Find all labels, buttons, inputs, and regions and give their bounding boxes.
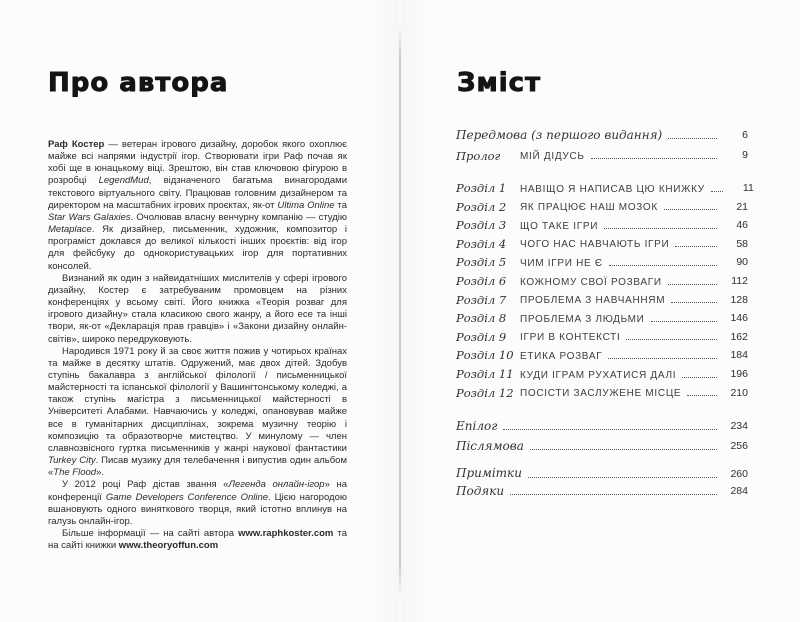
toc-entry-prefix: Розділ 6 [456, 274, 507, 289]
text-run: — ветеран ігрового дизайну, доробок якого охоплює майже всі напрями індустрії ігор. Створювати ігри Раф почав як хобі ще в юнацькому віці. Зрештою, він став ключовою фігурою в розробці [48, 139, 347, 187]
toc-entry [456, 325, 748, 344]
toc-entry-prefix: Розділ 8 [456, 311, 507, 326]
toc-entry-title: НАВІЩО Я НАПИСАВ ЦЮ КНИЖКУ [520, 183, 705, 195]
toc-leader-dots [651, 321, 717, 322]
toc-entry-title: ІГРИ В КОНТЕКСТІ [520, 332, 621, 344]
toc-leader-dots [626, 339, 717, 340]
toc-entry-prefix: Розділ 11 [456, 367, 514, 382]
about-paragraph [48, 273, 347, 346]
toc-leader-dots [528, 477, 717, 478]
text-run: Народився 1971 року й за своє життя пожив у чотирьох країнах та майже в десятку штатів. Одружений, має двох дітей. Здобув ступінь бакалавра з англійської філології / письменницької майстерності та іспанської філології у Вашингтонському коледжі, а також ступінь магістра з письменницької майстерності в Університеті Алабами. Навчаючись у коледжі, опановував майже все в гуманітарних дисциплінах, зокрема музичну теорію і композицію та образотворче мистецтво. У минулому — член славнозвісного гуртка письменників у жанрі наукової фантастики [48, 345, 347, 454]
toc-entry-title: ЧОГО НАС НАВЧАЮТЬ ІГРИ [520, 239, 670, 251]
toc-entry [456, 381, 748, 400]
toc-entry [456, 306, 748, 325]
toc-entry-title: ЧИМ ІГРИ НЕ Є [520, 257, 603, 269]
text-run: LegendMud [98, 175, 149, 187]
toc-entry-prefix: Розділ 12 [456, 385, 514, 400]
text-run: та [334, 199, 347, 211]
toc-entry-page-number: 196 [730, 367, 748, 380]
text-run: Metaplace [48, 224, 92, 236]
text-run: Turkey City [48, 455, 96, 467]
text-run: Game Developers Conference Online [105, 491, 269, 503]
toc-leader-dots [668, 284, 717, 285]
text-run: , відзначеного багатьма винагородами текстового віртуального світу. Працював головним дизайнером та директором на масштабних ігрових проєктах, як-от [48, 175, 348, 211]
text-run: » на конференції [48, 479, 347, 503]
about-paragraph [48, 139, 347, 273]
toc-entry-page-number: 112 [731, 275, 748, 288]
toc-entry [456, 463, 748, 481]
toc-entry [456, 176, 754, 196]
toc-leader-dots [609, 265, 717, 266]
text-run: Раф Костер [48, 139, 105, 150]
toc-entry-page-number: 128 [730, 293, 748, 306]
toc-entry-title: Примітки [456, 466, 522, 481]
toc-entry-prefix: Розділ 7 [456, 292, 507, 307]
page-contents [400, 0, 800, 622]
toc-entry-page-number: 284 [730, 485, 748, 498]
toc-leader-dots [591, 158, 717, 159]
toc-entry-title: Подяки [456, 483, 505, 498]
toc-entry-page-number: 184 [730, 349, 748, 362]
toc-entry-title: КОЖНОМУ СВОЇ РОЗВАГИ [520, 276, 662, 288]
text-run: The Flood [53, 467, 97, 479]
toc-group-notes [456, 463, 748, 498]
toc-entry-page-number: 11 [742, 182, 754, 195]
about-paragraph [48, 528, 347, 552]
toc-leader-dots [530, 449, 717, 450]
toc-leader-dots [510, 494, 717, 495]
toc-entry [456, 232, 748, 251]
text-run: . Писав музику для телебачення і випустив один альбом « [48, 455, 347, 479]
text-run: У 2012 році Раф дістав звання « [62, 479, 229, 491]
about-paragraph [48, 346, 347, 480]
toc-leader-dots [682, 377, 717, 378]
toc-entry-title: ПРОБЛЕМА З НАВЧАННЯМ [520, 295, 666, 307]
toc-entry-prefix: Розділ 9 [456, 329, 507, 344]
about-author-heading: Про автора [48, 68, 229, 98]
toc-entry-title: ПОСІСТИ ЗАСЛУЖЕНЕ МІСЦЕ [520, 388, 682, 400]
text-run: Більше інформації — на сайті автора [62, 528, 239, 539]
toc-entry-page-number: 21 [736, 200, 748, 213]
toc-leader-dots [711, 191, 723, 192]
page-gutter-line [399, 24, 401, 598]
toc-entry-title: ПРОБЛЕМА З ЛЮДЬМИ [520, 313, 645, 325]
toc-entry [456, 413, 748, 433]
toc-leader-dots [671, 302, 717, 303]
toc-entry-title: Післямова [456, 438, 524, 453]
toc-leader-dots [608, 358, 717, 359]
toc-entry-title: МІЙ ДІДУСЬ [520, 151, 585, 162]
toc-entry-page-number: 6 [742, 129, 748, 142]
toc-entry-prefix: Розділ 4 [456, 236, 507, 251]
toc-entry-title: ЩО ТАКЕ ІГРИ [520, 220, 599, 232]
toc-entry-page-number: 162 [730, 330, 748, 343]
toc-entry [456, 343, 748, 362]
toc-leader-dots [675, 246, 717, 247]
toc-entry-page-number: 58 [736, 237, 748, 250]
toc-entry-page-number: 146 [730, 312, 748, 325]
text-run: www.theoryoffun.com [118, 540, 219, 552]
toc-leader-dots [503, 429, 717, 430]
text-run: Легенда онлайн-ігор [228, 479, 325, 491]
toc-entry-prefix: Розділ 1 [456, 181, 507, 196]
toc-leader-dots [604, 228, 717, 229]
text-run: www.raphkoster.com [238, 528, 334, 539]
toc-entry-page-number: 234 [730, 420, 748, 433]
toc-entry-prefix: Пролог [456, 148, 501, 163]
text-run: Визнаний як один з найвидатніших мислителів у сфері ігрового дизайну, Костер є затребуваним промовцем на різних конференціях у всьому світі. Його книжка «Теорія розваг для ігрового дизайну» стала класикою свого жанру, а його есе та інші твори, як-от «Декларація прав гравців» і «Закони дизайну онлайн-світів», широко передруковують. [48, 272, 347, 345]
toc-entry-prefix: Розділ 3 [456, 218, 507, 233]
toc-entry [456, 195, 748, 214]
toc-entry [456, 142, 748, 162]
toc-entry-title: ЕТИКА РОЗВАГ [520, 350, 603, 362]
toc-entry [456, 122, 748, 142]
toc-entry [456, 362, 748, 381]
toc-entry [456, 269, 748, 288]
toc-entry-title: КУДИ ІГРАМ РУХАТИСЯ ДАЛІ [520, 369, 677, 381]
toc-group-chapters [456, 176, 754, 400]
toc-leader-dots [664, 209, 717, 210]
toc-entry-page-number: 90 [736, 256, 748, 269]
toc-entry-page-number: 210 [730, 386, 748, 399]
toc-entry [456, 288, 748, 307]
text-run: Ultima Online [277, 199, 335, 211]
toc-entry [456, 250, 748, 269]
toc-entry-page-number: 9 [742, 149, 748, 162]
text-run: та на сайті книжки [48, 528, 348, 552]
toc-entry-page-number: 260 [730, 467, 748, 480]
text-run: . Цією нагородою вшановують одного виняткового творця, який істотно вплинув на галузь онлайн-ігор. [48, 491, 347, 527]
about-paragraph [48, 479, 347, 528]
contents-heading: Зміст [457, 68, 542, 98]
toc-entry [456, 433, 748, 453]
toc-leader-dots [668, 138, 717, 139]
text-run: ». [96, 467, 105, 479]
text-run: . Очолював власну венчурну компанію — студію [130, 211, 348, 223]
toc-entry-prefix: Розділ 5 [456, 255, 507, 270]
toc-entry-page-number: 256 [730, 440, 748, 453]
toc-entry [456, 213, 748, 232]
toc-group-epilogue [456, 413, 748, 453]
toc-entry-prefix: Розділ 10 [456, 348, 514, 363]
toc-group-intro [456, 122, 748, 162]
toc-leader-dots [687, 395, 717, 396]
toc-entry-prefix: Розділ 2 [456, 199, 507, 214]
toc-entry [456, 481, 748, 499]
toc-entry-title: Передмова (з першого видання) [456, 127, 663, 142]
toc-entry-title: Епілог [456, 418, 498, 433]
toc-entry-page-number: 46 [736, 219, 748, 232]
about-paragraphs [48, 139, 347, 552]
toc-entry-title: ЯК ПРАЦЮЄ НАШ МОЗОК [520, 202, 658, 214]
text-run: . Як дизайнер, письменник, художник, композитор і програміст доклався до великої кількості інших проєктів: від ігор для фейсбуку до однокористувацьких ігор для портативних консолей. [48, 224, 347, 272]
text-run: Star Wars Galaxies [48, 211, 131, 223]
